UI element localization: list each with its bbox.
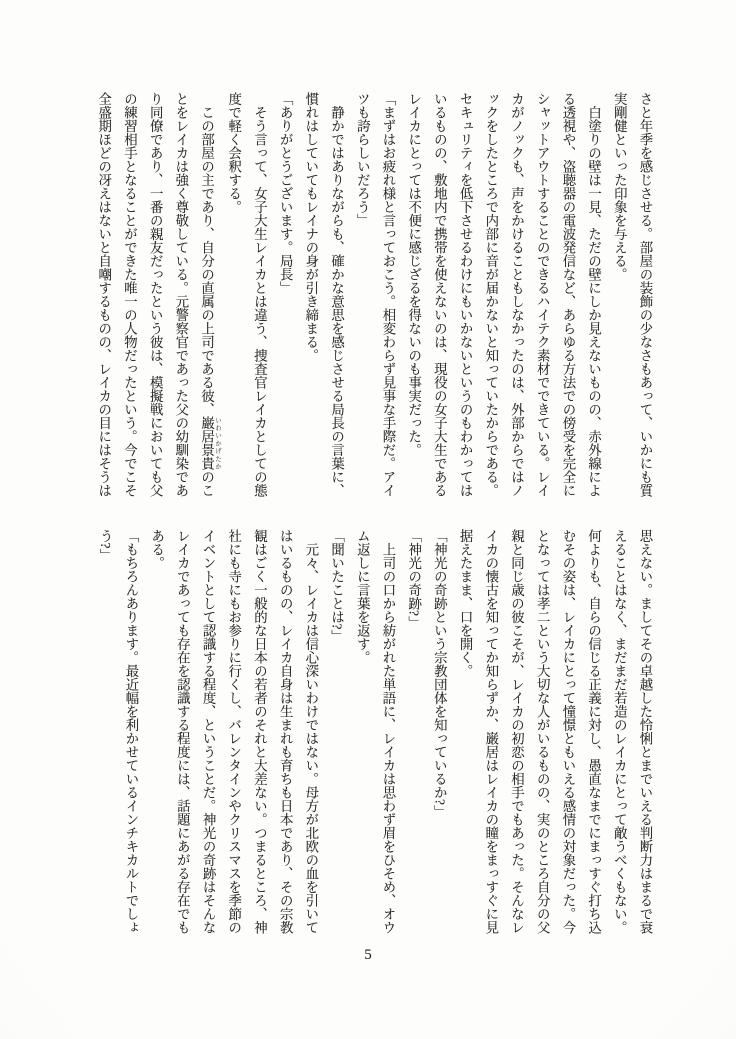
text-line: り同僚であり、一番の親友だったという彼は、模擬戦においても父 — [148, 92, 164, 497]
text-line: そう言って、女子大生レイカとは違う、捜査官レイカとしての態 — [252, 92, 268, 497]
text-line — [194, 92, 221, 504]
text-line: ある。 — [149, 529, 165, 570]
text-line: カがノックも、声をかけることもしなかったのは、外部からではノ — [509, 92, 525, 497]
text-block-top — [91, 92, 658, 504]
text-line: はいるものの、レイカ自身は生まれも育ちも日本であり、その宗教 — [278, 529, 294, 934]
text-line: レイカであっても存在を認識する程度には、話題にあがる存在でも — [175, 529, 191, 934]
text-line: 「まずはお疲れ様と言っておこう。相変わらず見事な手際だ。アイ — [380, 92, 396, 497]
text-line: 静かではありながらも、確かな意思を感じさせる局長の言葉に、 — [329, 92, 345, 497]
text-line: 上司の口から紡がれた単語に、レイカは思わず眉をひそめ、オウ — [380, 529, 396, 934]
text-line: とをレイカは強く尊敬している。元警察官であった父の幼馴染であ — [173, 92, 189, 497]
text-line: レイカにとっては不便に感じざるを得ないのも事実だった。 — [406, 92, 422, 457]
text-line: 「神光の奇跡?」 — [406, 529, 422, 630]
page-number: 5 — [364, 947, 372, 963]
text-line: さと年季を感じさせる。部屋の装飾の少なさもあって、いかにも質 — [638, 92, 653, 497]
text-block-bottom — [91, 529, 658, 941]
text-line: ックをしたところで内部に音が届かないと知っていたからである。 — [483, 92, 499, 497]
text-segment: のこ — [199, 470, 215, 497]
text-line: 元々、レイカは信心深いわけではない。母方が北欧の血を引いて — [303, 529, 319, 934]
text-line: むその姿は、レイカにとって憧憬ともいえる感情の対象だった。今 — [560, 529, 576, 934]
text-line: 実剛健といった印象を与える。 — [612, 92, 628, 281]
text-line: ツも誇らしいだろう」 — [355, 92, 371, 227]
text-line: イベントとして認識する程度、ということだ。神光の奇跡はそんな — [201, 529, 217, 934]
text-line: 社にも寺にもお参りに行くし、バレンタインやクリスマスを季節の — [226, 529, 242, 934]
text-line: イカの懐古を知ってか知らずか、巌居はレイカの瞳をまっすぐに見 — [483, 529, 499, 934]
text-line: 慣れはしていてもレイナの身が引き締まる。 — [303, 92, 319, 362]
text-line: 「もちろんあります。最近幅を利かせているインチキカルトでしょ — [123, 529, 139, 934]
text-line: 「神光の奇跡という宗教団体を知っているか?」 — [432, 529, 448, 819]
furigana-ruby: 巌居景貴 いわいかげたか — [199, 416, 222, 470]
text-line: セキュリティを低下させるわけにもいかないというのもわかっては — [458, 92, 474, 497]
text-line: う?」 — [98, 529, 114, 563]
text-line: 「ありがとうございます。局長」 — [278, 92, 294, 295]
text-line: 「聞いたことは?」 — [329, 529, 345, 644]
text-line: 据えたまま、口を開く。 — [458, 529, 474, 678]
text-line: となっては孝二という大切な人がいるものの、実のところ自分の父 — [535, 529, 551, 934]
text-line: の練習相手となることができた唯一の人物だったという。今でこそ — [122, 92, 138, 497]
text-line: 白塗りの壁は一見、ただの壁にしか見えないものの、赤外線によ — [586, 92, 602, 497]
text-line: 全盛期ほどの冴えはないと自嘲するものの、レイカの目にはそうは — [96, 92, 112, 497]
text-line: 親と同じ歳の彼こそが、レイカの初恋の相手でもあった。そんなレ — [509, 529, 525, 934]
text-line: 何よりも、自らの信じる正義に対し、愚直なまでにまっすぐ打ち込 — [586, 529, 602, 934]
text-line: 思えない。ましてその卓越した怜悧とまでいえる判断力はまるで衰 — [638, 529, 653, 934]
text-line: る透視や、盗聴器の電波発信など、あらゆる方法での傍受を完全に — [560, 92, 576, 497]
text-line: いるものの、敷地内で携帯を使えないのは、現役の女子大生である — [432, 92, 448, 497]
text-line: 度で軽く会釈する。 — [226, 92, 242, 214]
text-line: えることはなく、まだまだ若造のレイカにとって敵うべくもない。 — [612, 529, 628, 934]
text-line: 観はごく一般的な日本の若者のそれと大差ない。つまるところ、神 — [252, 529, 268, 934]
text-line: ム返しに言葉を返す。 — [355, 529, 371, 664]
text-segment: この部屋の主であり、自分の直属の上司である彼、 — [199, 92, 215, 416]
text-line: シャットアウトすることのできるハイテク素材でできている。レイ — [535, 92, 551, 497]
